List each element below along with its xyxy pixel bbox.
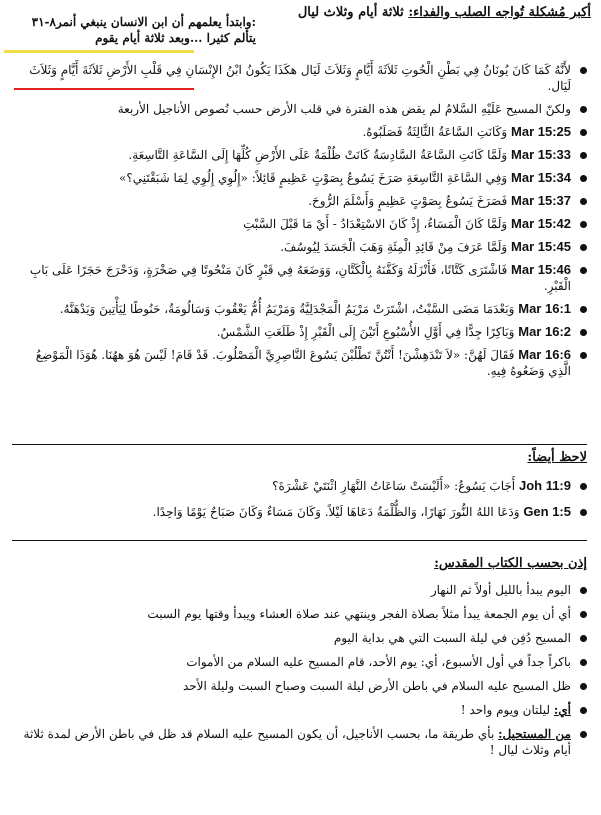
verse-item	[11, 101, 591, 117]
bullet-icon	[580, 509, 587, 516]
verse-text: وَلَمَّا كَانَ الْمَسَاءُ، إِذْ كَانَ الاسْتِعْدَادُ - أَيْ مَا قَبْلَ السَّبْتِ	[243, 217, 508, 231]
verse-item	[11, 347, 591, 379]
bullet-icon	[580, 483, 587, 490]
verse-text: وَبَعْدَمَا مَضَى السَّبْتُ، اشْتَرَتْ مَرْيَمُ الْمَجْدَلِيَّةُ وَمَرْيَمُ أُمُّ يَعْقُوبَ وَسَالُومَةُ، حَنُوطًا لِيَأْتِينَ وَيَدْهَنَّهُ.	[59, 302, 515, 316]
verse-reference: Joh 11:9	[518, 478, 571, 493]
verse-item	[11, 147, 591, 163]
bullet-icon	[580, 152, 587, 159]
verse-item	[11, 124, 591, 140]
conclusion-item	[11, 630, 591, 646]
verse-reference: Mar 15:45	[511, 239, 571, 254]
bullet-icon	[580, 221, 587, 228]
bullet-icon	[580, 352, 587, 359]
verse-item	[11, 301, 591, 317]
highlight-line-1: :وابتدأ يعلمهم أن ابن الانسان ينبغي أنمر٨-٣١	[31, 15, 256, 29]
page-title	[271, 4, 591, 22]
bullet-icon	[580, 129, 587, 136]
bullet-icon	[580, 707, 587, 714]
verse-reference: Mar 16:6	[518, 347, 571, 362]
verse-reference: Mar 15:42	[511, 216, 571, 231]
verse-text: ولكنّ المسيح عَلَيْهِ السَّلامُ لم يقض هذه الفترة في قلب الأرض حسب نُصوص الأناجيل الأربعة	[117, 102, 571, 116]
bullet-icon	[580, 175, 587, 182]
verse-reference: Mar 16:1	[518, 301, 571, 316]
verse-reference: Mar 15:37	[511, 193, 571, 208]
verse-reference: Mar 15:46	[511, 262, 571, 277]
bullet-icon	[580, 659, 587, 666]
conclusion-item	[11, 726, 591, 758]
bullet-icon	[580, 731, 587, 738]
verse-reference: Mar 15:34	[511, 170, 571, 185]
conclusion-item	[11, 582, 591, 598]
bullet-icon	[580, 683, 587, 690]
conclusion-label: أي:	[553, 703, 571, 717]
verse-text: لأَنَّهُ كَمَا كَانَ يُونَانُ فِي بَطْنِ الْحُوتِ ثَلاَثَةَ أَيَّامٍ وَثَلاَثَ لَيَال هكَذَا يَكُونُ ابْنُ الإِنْسَانِ فِي قَلْبِ الأَرْضِ ثَلاَثَةَ أَيَّامٍ وَثَلاَثَ لَيَال.	[29, 63, 571, 93]
verse-reference: Mar 15:33	[511, 147, 571, 162]
title-prefix: أكبر مُشكلة تُواجه الصلب والفداء:	[408, 5, 591, 20]
verse-text: وَلَمَّا عَرَفَ مِنْ قَائِدِ الْمِئَةِ وَهَبَ الْجَسَدَ لِيُوسُفَ.	[280, 240, 508, 254]
bullet-icon	[580, 329, 587, 336]
bullet-icon	[580, 267, 587, 274]
conclusion-text: اليوم يبدأ بالليل أولاً ثم النهار	[430, 583, 571, 597]
note-heading: لاحظ أيضاً:	[527, 450, 587, 465]
verse-text: وَفِي السَّاعَةِ التَّاسِعَةِ صَرَخَ يَسُوعُ بِصَوْتٍ عَظِيمٍ قَائِلاً: «إِلُوِي إِلُوِي لِمَا شَبَقْتَنِي؟»	[118, 171, 508, 185]
verse-item	[11, 170, 591, 186]
highlight-quote	[4, 14, 256, 46]
verse-list	[11, 62, 591, 386]
verse-item	[11, 239, 591, 255]
verse-text: فَصَرَخَ يَسُوعُ بِصَوْتٍ عَظِيمٍ وَأَسْلَمَ الرُّوحَ.	[308, 194, 508, 208]
section-divider-2	[12, 540, 587, 541]
verse-text: وَدَعَا اللهُ النُّورَ نَهَارًا، وَالظُّلْمَةُ دَعَاهَا لَيْلاً. وَكَانَ مَسَاءٌ وَكَانَ صَبَاحٌ يَوْمًا وَاحِدًا.	[152, 505, 520, 519]
conclusion-text: بأي طريقة ما، بحسب الأناجيل، أن يكون المسيح عليه السلام قد ظل في باطن الأرض لمدة ثلاثة أيام وثلاث ليال !	[23, 727, 571, 757]
verse-reference: Mar 16:2	[518, 324, 571, 339]
verse-text: وَكَانَتِ السَّاعَةُ الثَّالِثَةُ فَصَلَبُوهُ.	[362, 125, 508, 139]
conclusion-item	[11, 606, 591, 622]
conclusion-text: باكراً جداً في أول الأسبوع، أي: يوم الأحد، قام المسيح عليه السلام من الأموات	[186, 655, 571, 669]
verse-item	[11, 216, 591, 232]
conclusion-list	[11, 582, 591, 766]
conclusion-text: أي أن يوم الجمعة يبدأ مثلاً بصلاة الفجر وينتهي عند صلاة العشاء ويبدأ وقتها يوم السبت	[147, 607, 571, 621]
yellow-highlight-mark	[4, 50, 194, 53]
verse-text: فَاشْتَرَى كَتَّانًا، فَأَنْزَلَهُ وَكَفَّنَهُ بِالْكَتَّانِ، وَوَضَعَهُ فِي قَبْرٍ كَانَ مَنْحُوتًا فِي صَخْرَةٍ، وَدَحْرَجَ حَجَرًا عَلَى بَابِ الْقَبْرِ.	[29, 263, 571, 293]
conclusion-text: ظل المسيح عليه السلام في باطن الأرض ليلة السبت وصباح السبت وليلة الأحد	[182, 679, 571, 693]
conclusion-item	[11, 702, 591, 718]
verse-text: أَجَابَ يَسُوعُ: «أَلَيْسَتْ سَاعَاتُ النَّهَارِ اثْنَتَيْ عَشْرَةَ؟	[272, 479, 516, 493]
note-item	[11, 478, 591, 494]
verse-text: وَلَمَّا كَانَتِ السَّاعَةُ السَّادِسَةُ كَانَتْ ظُلْمَةٌ عَلَى الأَرْضِ كُلِّهَا إِلَى السَّاعَةِ التَّاسِعَةِ.	[128, 148, 508, 162]
bullet-icon	[580, 611, 587, 618]
note-item	[11, 504, 591, 520]
conclusion-heading: إذن بحسب الكتاب المقدس:	[434, 556, 587, 571]
bullet-icon	[580, 198, 587, 205]
section-divider	[12, 444, 587, 445]
note-list	[11, 478, 591, 530]
conclusion-item	[11, 678, 591, 694]
bullet-icon	[580, 106, 587, 113]
conclusion-label: من المستحيل:	[498, 727, 571, 741]
verse-reference: Mar 15:25	[511, 124, 571, 139]
verse-item	[11, 62, 591, 94]
conclusion-item	[11, 654, 591, 670]
title-rest: ثلاثة أيام وثلاث ليال	[297, 5, 409, 20]
bullet-icon	[580, 244, 587, 251]
verse-item	[11, 193, 591, 209]
bullet-icon	[580, 587, 587, 594]
verse-item	[11, 262, 591, 294]
highlight-ref: مر٨-٣١	[31, 15, 70, 29]
verse-item	[11, 324, 591, 340]
verse-text: فَقَالَ لَهُنَّ: «لاَ تَنْدَهِشْنَ! أَنْتُنَّ تَطْلُبْنَ يَسُوعَ النَّاصِرِيَّ الْمَصْلُوبَ. قَدْ قَامَ! لَيْسَ هُوَ ههُنَا. هُوَذَا الْمَوْضِعُ الَّذِي وَضَعُوهُ فِيهِ.	[35, 348, 571, 378]
verse-text: وَبَاكِرًا جِدًّا فِي أَوَّلِ الأُسْبُوعِ أَتَيْنَ إِلَى الْقَبْرِ إِذْ طَلَعَتِ الشَّمْسُ.	[216, 325, 515, 339]
bullet-icon	[580, 306, 587, 313]
bullet-icon	[580, 67, 587, 74]
conclusion-text: المسيح دُفِن في ليلة السبت التي هي بداية اليوم	[333, 631, 571, 645]
conclusion-text: ليلتان ويوم واحد !	[460, 703, 551, 717]
highlight-line-2: يتألم كثيرا ...وبعد ثلاثة أيام يقوم	[95, 31, 256, 45]
verse-reference: Gen 1:5	[523, 504, 571, 519]
bullet-icon	[580, 635, 587, 642]
